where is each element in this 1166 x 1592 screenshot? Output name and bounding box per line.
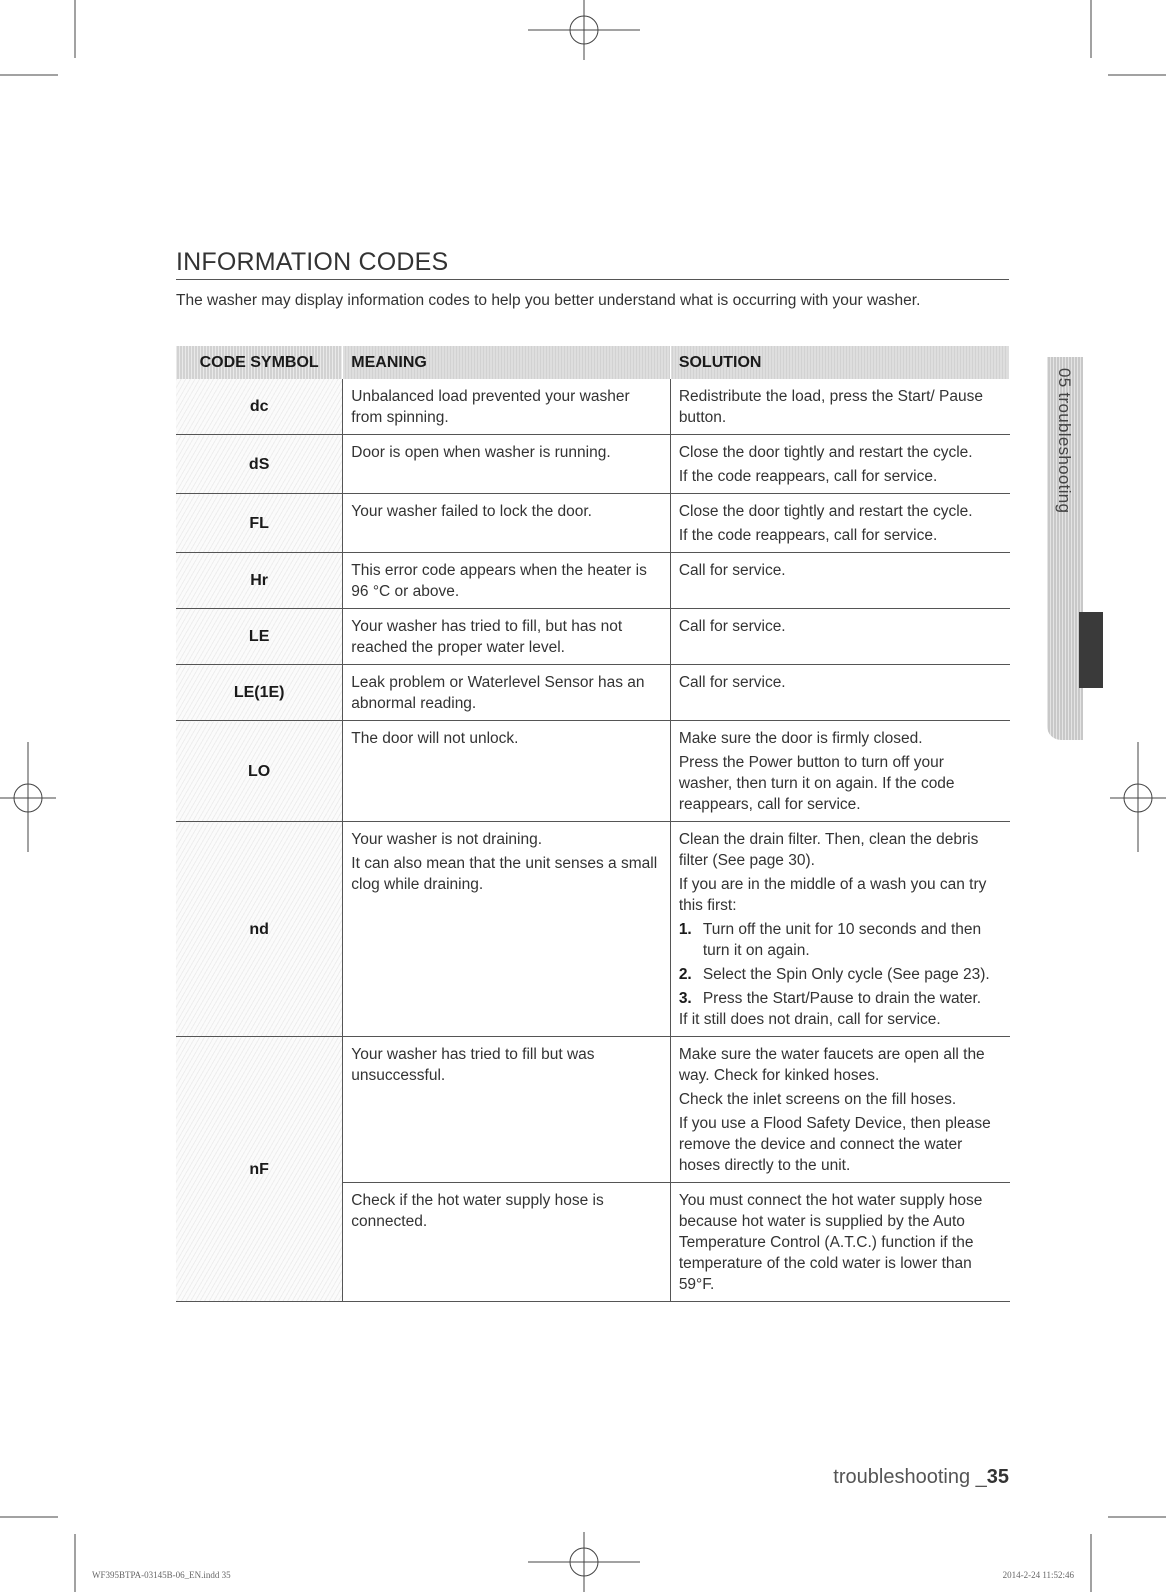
header-meaning: MEANING	[343, 346, 671, 379]
table-row	[176, 665, 1010, 721]
code-symbol: Hr	[176, 553, 343, 609]
solution-cell	[670, 721, 1009, 822]
solution-text: If the code reappears, call for service.	[678, 468, 938, 485]
information-codes-table	[176, 346, 1010, 1302]
solution-cell	[670, 822, 1009, 1037]
solution-text: Call for service.	[678, 618, 786, 635]
code-symbol: nF	[176, 1037, 343, 1302]
meaning-text: Your washer has tried to fill, but has not reached the proper water level.	[351, 618, 623, 656]
solution-cell	[670, 379, 1009, 435]
meaning-cell	[343, 822, 671, 1037]
meaning-text: The door will not unlock.	[351, 730, 519, 747]
step-number: 1.	[678, 921, 692, 938]
meaning-cell	[343, 1037, 671, 1183]
meaning-cell	[343, 665, 671, 721]
table-row	[176, 609, 1010, 665]
step-text: Select the Spin Only cycle (See page 23).	[702, 966, 990, 983]
code-symbol: LO	[176, 721, 343, 822]
solution-text: Make sure the door is firmly closed.	[678, 730, 923, 747]
solution-text: Press the Power button to turn off your washer, then turn it on again. If the code reappears, call for service.	[678, 754, 955, 813]
step-text: Turn off the unit for 10 seconds and then turn it on again.	[702, 921, 982, 959]
meaning-cell	[343, 609, 671, 665]
meaning-text: Your washer is not draining.	[351, 831, 543, 848]
table-row	[176, 1037, 1010, 1183]
solution-text: Call for service.	[678, 562, 786, 579]
chapter-side-tab-label: 05 troubleshooting	[1055, 368, 1074, 514]
header-solution: SOLUTION	[670, 346, 1009, 379]
meaning-text: Unbalanced load prevented your washer from spinning.	[351, 388, 630, 426]
solution-text: Clean the drain filter. Then, clean the debris filter (See page 30).	[678, 831, 979, 869]
step-text: Press the Start/Pause to drain the water.	[702, 990, 982, 1007]
solution-text: If it still does not drain, call for service.	[678, 1011, 941, 1028]
meaning-text: Leak problem or Waterlevel Sensor has an abnormal reading.	[351, 674, 645, 712]
code-symbol: dS	[176, 435, 343, 494]
meaning-cell	[343, 1183, 671, 1302]
print-slug-file: WF395BTPA-03145B-06_EN.indd 35	[92, 1570, 231, 1580]
solution-text: Check the inlet screens on the fill hoses.	[678, 1091, 957, 1108]
intro-text: The washer may display information codes to help you better understand what is occurring with your washer.	[176, 292, 921, 309]
solution-text: You must connect the hot water supply hose because hot water is supplied by the Auto Temperature Control (A.T.C.) function if the temperature of the cold water is lower than 59°F.	[678, 1192, 983, 1293]
table-row	[176, 435, 1010, 494]
table-row	[176, 721, 1010, 822]
page-footer	[833, 1466, 1009, 1489]
step-number: 3.	[678, 990, 692, 1007]
meaning-cell	[343, 721, 671, 822]
table-header-row	[176, 346, 1010, 379]
code-symbol: FL	[176, 494, 343, 553]
meaning-cell	[343, 435, 671, 494]
meaning-text: Door is open when washer is running.	[351, 444, 611, 461]
solution-cell	[670, 665, 1009, 721]
meaning-cell	[343, 379, 671, 435]
meaning-text: Check if the hot water supply hose is connected.	[351, 1192, 604, 1230]
solution-cell	[670, 1183, 1009, 1302]
solution-text: Close the door tightly and restart the cycle.	[678, 503, 973, 520]
table-row	[176, 379, 1010, 435]
page-number: 35	[986, 1466, 1009, 1488]
print-slug-date: 2014-2-24 11:52:46	[1002, 1570, 1074, 1580]
chapter-marker	[1079, 612, 1103, 688]
meaning-text: Your washer has tried to fill but was unsuccessful.	[351, 1046, 595, 1084]
meaning-text: It can also mean that the unit senses a small clog while draining.	[351, 855, 658, 893]
step-number: 2.	[678, 966, 692, 983]
solution-text: Redistribute the load, press the Start/ Pause button.	[678, 388, 983, 426]
solution-text: Close the door tightly and restart the cycle.	[678, 444, 973, 461]
page-title: INFORMATION CODES	[176, 248, 1009, 280]
meaning-cell	[343, 494, 671, 553]
solution-text: If you use a Flood Safety Device, then please remove the device and connect the water hoses directly to the unit.	[678, 1115, 991, 1174]
solution-text: Call for service.	[678, 674, 786, 691]
solution-step	[679, 919, 1002, 961]
solution-cell	[670, 494, 1009, 553]
solution-cell	[670, 609, 1009, 665]
solution-text: Make sure the water faucets are open all the way. Check for kinked hoses.	[678, 1046, 985, 1084]
solution-cell	[670, 435, 1009, 494]
table-row	[176, 494, 1010, 553]
meaning-cell	[343, 553, 671, 609]
table-row	[176, 553, 1010, 609]
solution-step	[679, 964, 1002, 985]
code-symbol: nd	[176, 822, 343, 1037]
meaning-text: Your washer failed to lock the door.	[351, 503, 592, 520]
header-code-symbol: CODE SYMBOL	[176, 346, 343, 379]
code-symbol: dc	[176, 379, 343, 435]
solution-cell	[670, 553, 1009, 609]
table-row	[176, 822, 1010, 1037]
code-symbol: LE	[176, 609, 343, 665]
footer-section: troubleshooting _	[833, 1466, 987, 1488]
code-symbol: LE(1E)	[176, 665, 343, 721]
solution-step	[679, 988, 1002, 1009]
solution-text: If the code reappears, call for service.	[678, 527, 938, 544]
solution-cell	[670, 1037, 1009, 1183]
solution-text: If you are in the middle of a wash you can try this first:	[678, 876, 987, 914]
meaning-text: This error code appears when the heater is 96 °C or above.	[351, 562, 647, 600]
